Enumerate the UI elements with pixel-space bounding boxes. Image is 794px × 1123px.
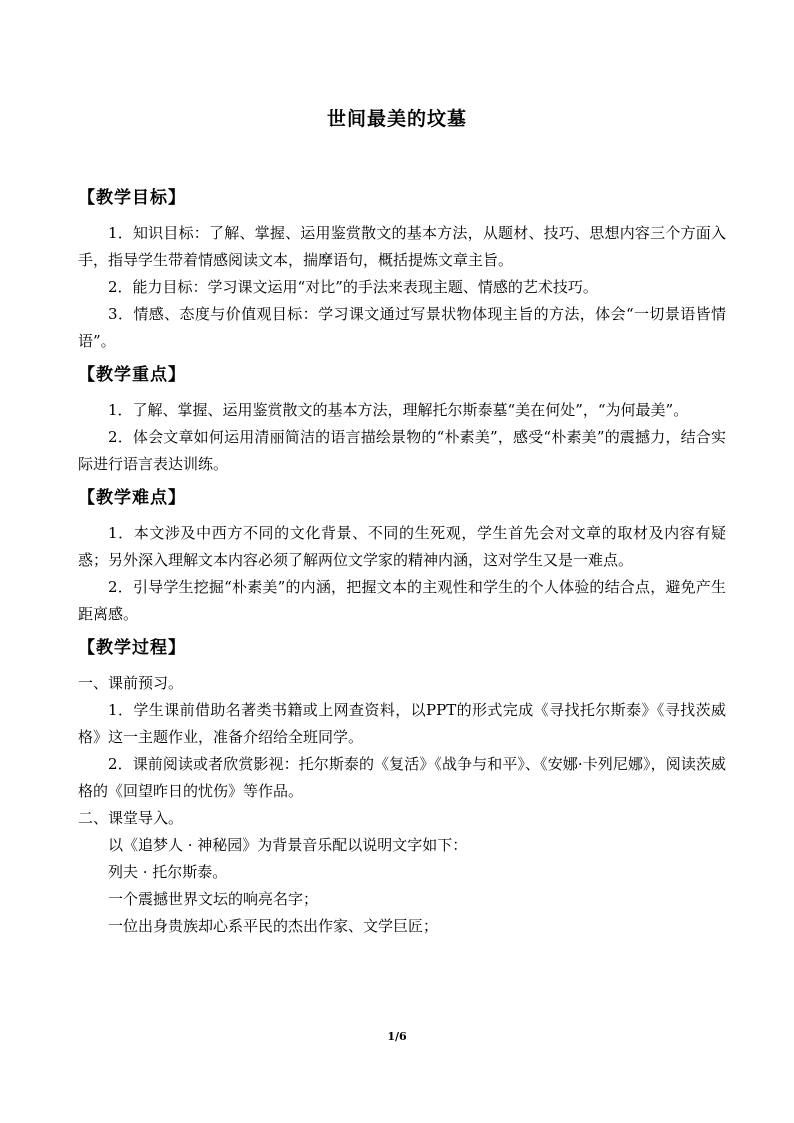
paragraph: 1．了解、掌握、运用鉴赏散文的基本方法，理解托尔斯泰墓“美在何处”，“为何最美”。 xyxy=(108,401,689,419)
paragraph: 2．体会文章如何运用清丽简洁的语言描绘景物的“朴素美”，感受“朴素美”的震撼力，结合实际进行语言表达训练。 xyxy=(78,428,726,473)
paragraph: 列夫 · 托尔斯泰。 xyxy=(108,863,228,881)
section-heading-difficulties: 【教学难点】 xyxy=(78,488,186,508)
paragraph: 一位出身贵族却心系平民的杰出作家、文学巨匠； xyxy=(108,917,439,935)
document-body xyxy=(78,178,726,940)
process-step-heading: 二、课堂导入。 xyxy=(78,809,184,827)
document-title: 世间最美的坟墓 xyxy=(326,108,467,130)
paragraph: 3．情感、态度与价值观目标：学习课文通过写景状物体现主旨的方法，体会“一切景语皆情语”。 xyxy=(78,305,726,350)
paragraph: 1．知识目标：了解、掌握、运用鉴赏散文的基本方法，从题材、技巧、思想内容三个方面入手，指导学生带着情感阅读文本，揣摩语句，概括提炼文章主旨。 xyxy=(78,224,726,269)
paragraph: 1．学生课前借助名著类书籍或上网查资料，以PPT的形式完成《寻找托尔斯泰》《寻找茨威格》这一主题作业，准备介绍给全班同学。 xyxy=(78,701,726,746)
section-heading-goals: 【教学目标】 xyxy=(78,188,186,208)
paragraph: 一个震撼世界文坛的响亮名字； xyxy=(108,890,319,908)
section-heading-key-points: 【教学重点】 xyxy=(78,365,186,385)
paragraph: 以《追梦人 · 神秘园》为背景音乐配以说明文字如下： xyxy=(108,836,468,854)
section-heading-process: 【教学过程】 xyxy=(78,638,186,658)
paragraph: 2．课前阅读或者欣赏影视：托尔斯泰的《复活》《战争与和平》、《安娜·卡列尼娜》，阅读茨威格的《回望昨日的忧伤》等作品。 xyxy=(78,755,726,800)
paragraph: 2．引导学生挖掘“朴素美”的内涵，把握文本的主观性和学生的个人体验的结合点，避免产生距离感。 xyxy=(78,578,726,623)
process-step-heading: 一、课前预习。 xyxy=(78,674,184,692)
paragraph: 2．能力目标：学习课文运用“对比”的手法来表现主题、情感的艺术技巧。 xyxy=(108,278,598,296)
paragraph: 1．本文涉及中西方不同的文化背景、不同的生死观，学生首先会对文章的取材及内容有疑惑；另外深入理解文本内容必须了解两位文学家的精神内涵，这对学生又是一难点。 xyxy=(78,524,726,569)
page-number: 1/6 xyxy=(387,1030,407,1043)
